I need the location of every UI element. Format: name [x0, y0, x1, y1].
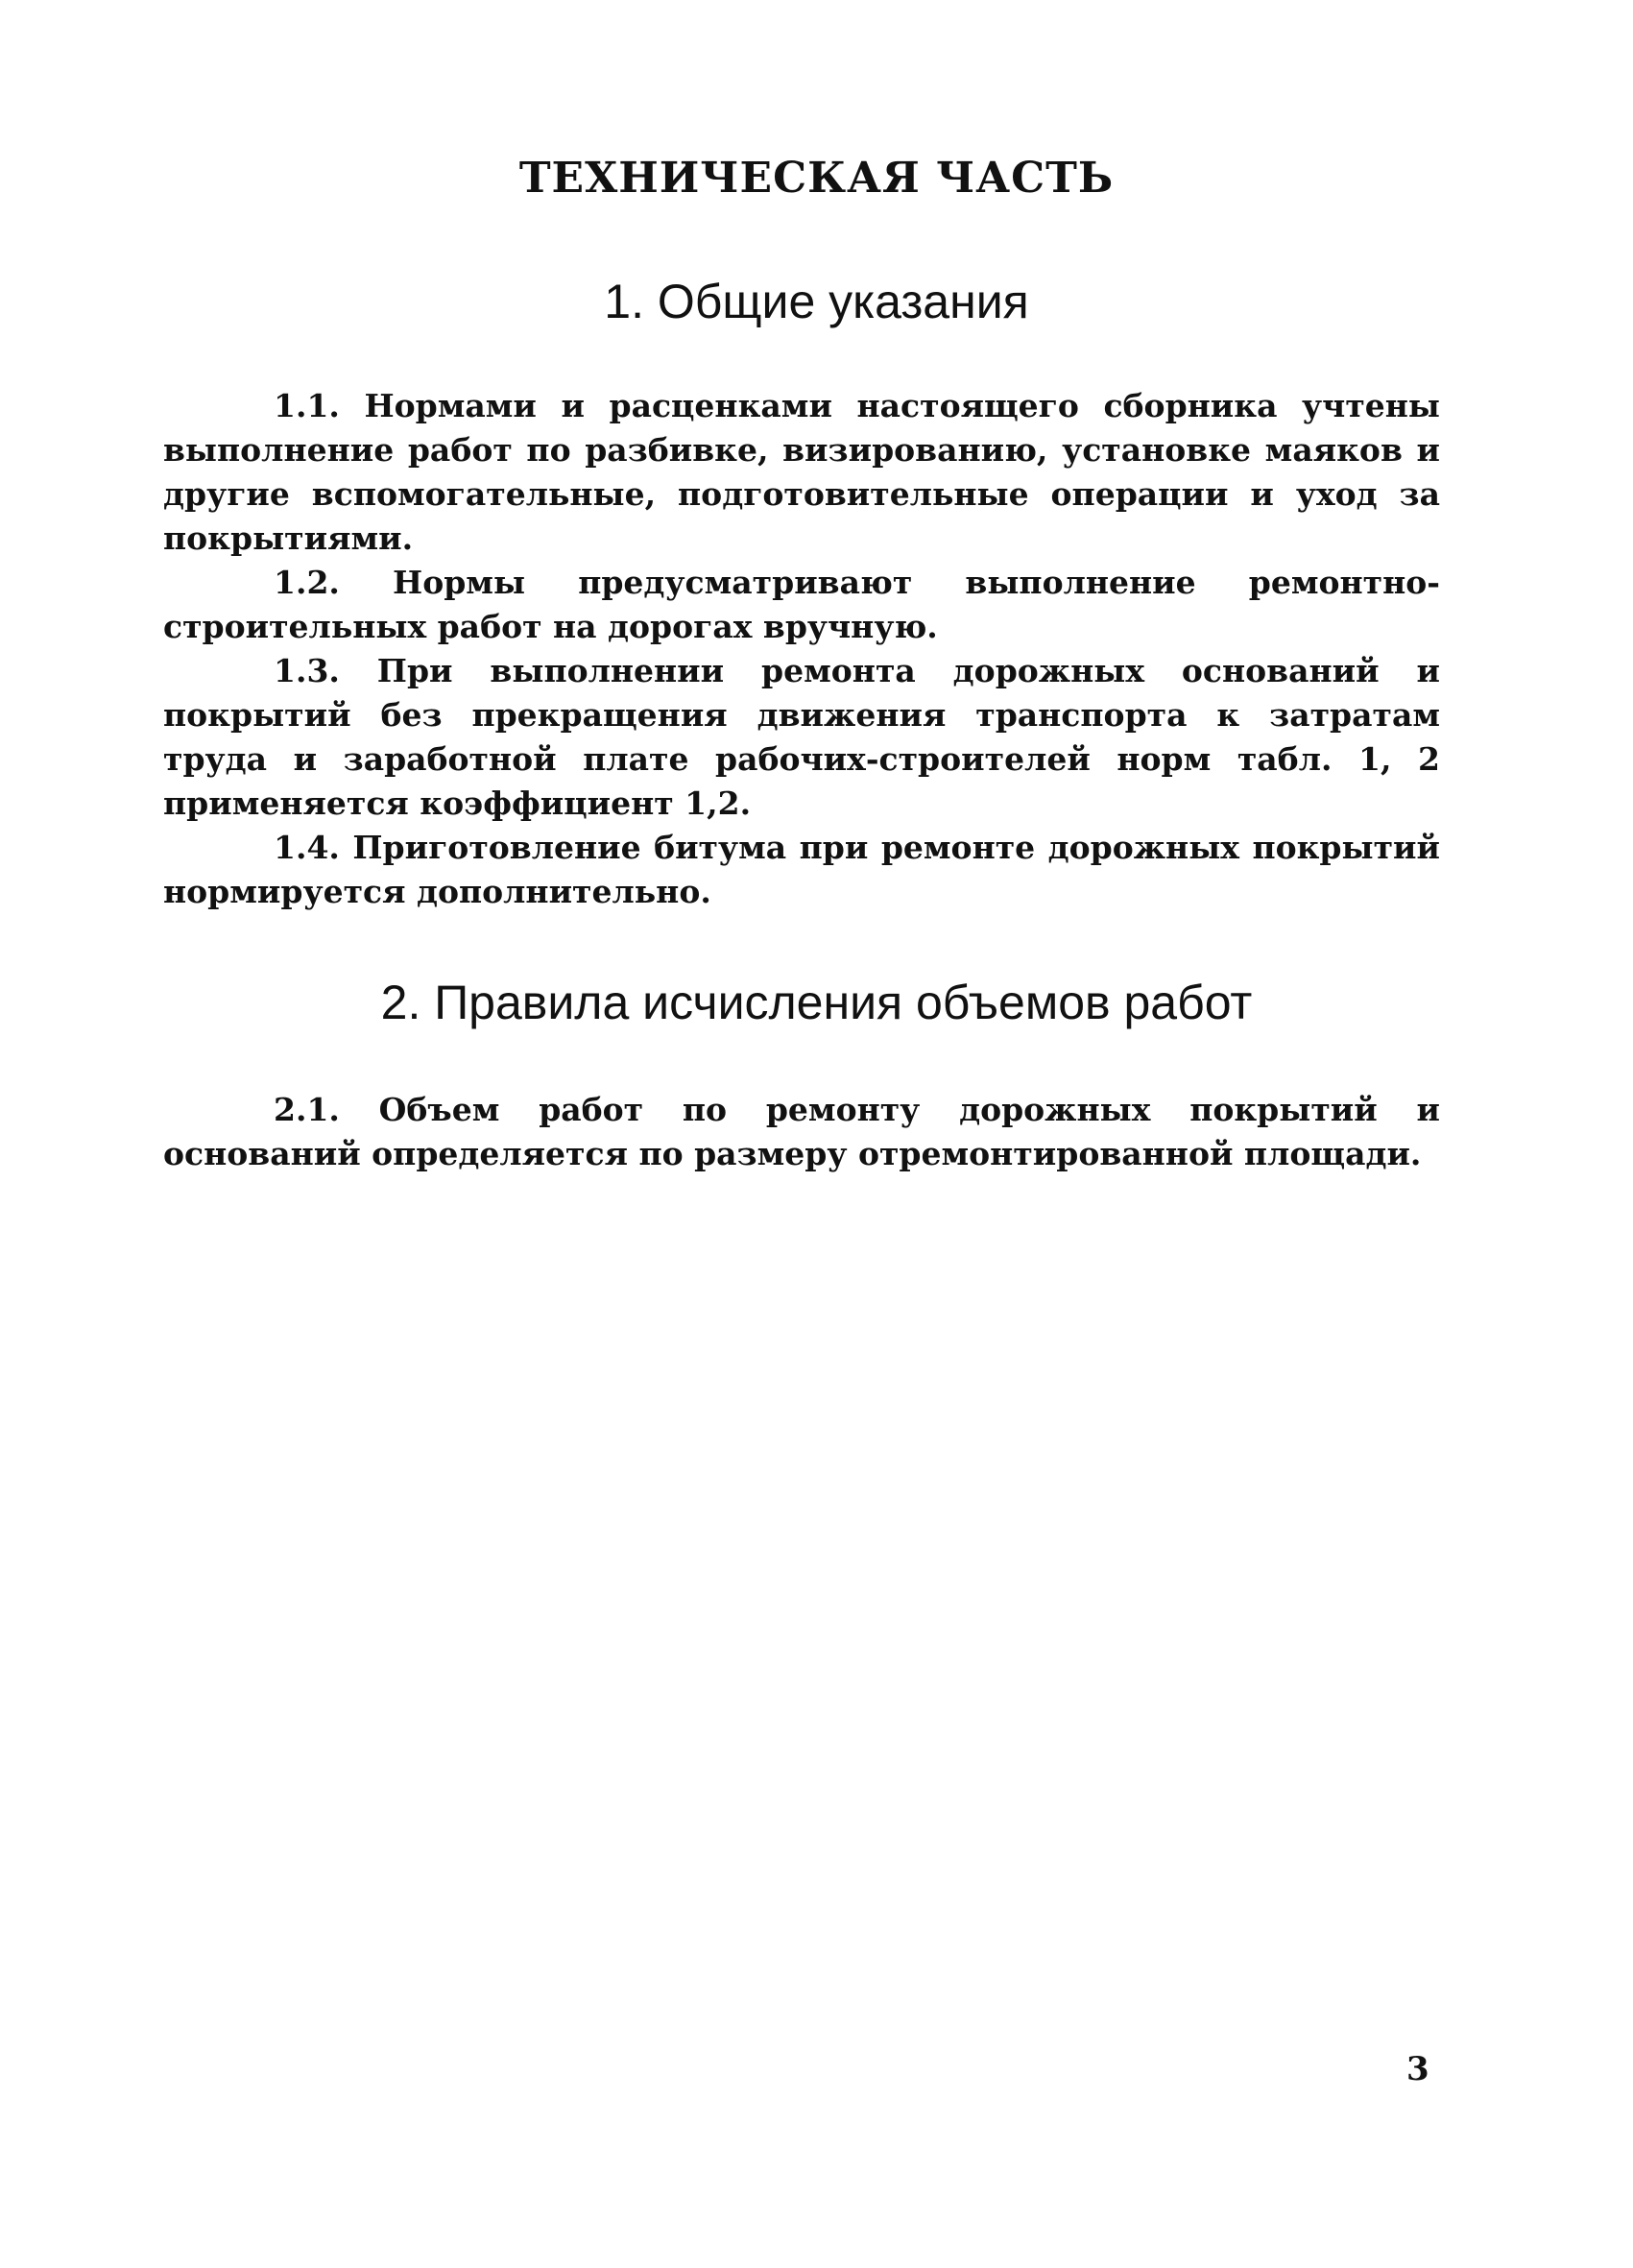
paragraph-2-1: 2.1. Объем работ по ремонту дорожных покрытий и оснований определяется по размеру отремонтированной площади.: [163, 1091, 1440, 1172]
paragraph-1-4: 1.4. Приготовление битума при ремонте дорожных покрытий нормируется дополнительно.: [163, 829, 1440, 910]
paragraph-1-3: 1.3. При выполнении ремонта дорожных оснований и покрытий без прекращения движения транспорта к затратам труда и заработной плате рабочих-строителей норм табл. 1, 2 применяется коэффициент 1,2.: [163, 652, 1440, 822]
section-heading-volume-rules: 2. Правила исчисления объемов работ: [380, 976, 1253, 1029]
paragraph-1-2: 1.2. Нормы предусматривают выполнение ремонтно-строительных работ на дорогах вручную.: [163, 564, 1440, 645]
section-body-volume-rules: [163, 1088, 1440, 1176]
page-number: 3: [1406, 2050, 1429, 2088]
paragraph-1-1: 1.1. Нормами и расценками настоящего сборника учтены выполнение работ по разбивке, визированию, установке маяков и другие вспомогательные, подготовительные операции и уход за покрытиями.: [163, 387, 1440, 557]
section-body-general: [163, 384, 1440, 914]
document-title: ТЕХНИЧЕСКАЯ ЧАСТЬ: [518, 154, 1115, 203]
section-heading-general: 1. Общие указания: [604, 275, 1029, 328]
